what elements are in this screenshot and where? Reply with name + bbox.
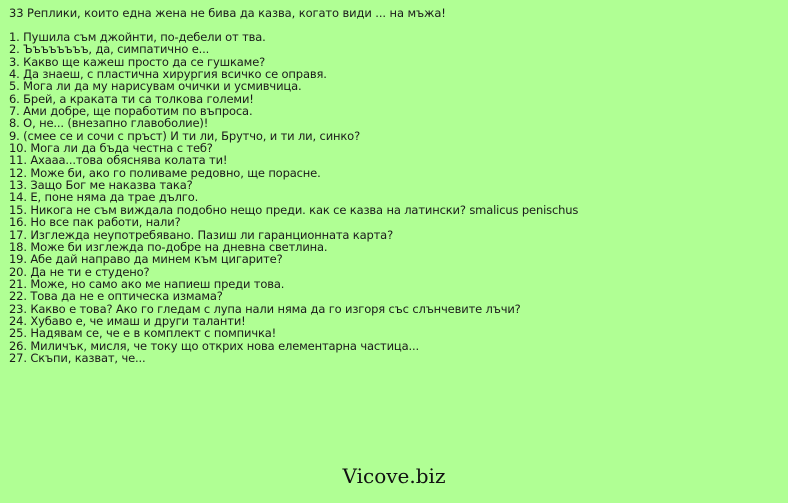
list-item: 1. Пушила съм джойнти, по-дебели от тва. bbox=[9, 30, 266, 44]
list-item: 27. Скъпи, казват, че... bbox=[9, 350, 146, 365]
list-item: 25. Надявам се, че е в комплект с помпичка! bbox=[9, 326, 277, 341]
list-item: 16. Но все пак работи, нали? bbox=[9, 215, 181, 230]
list-item: 17. Изглежда неупотребявано. Пазиш ли гаранционната карта? bbox=[9, 227, 394, 242]
list-item: 10. Мога ли да бъда честна с теб? bbox=[9, 141, 213, 156]
site-watermark: Vicove.biz bbox=[342, 464, 446, 488]
list-item: 9. (смее се и сочи с пръст) И ти ли, Брутчо, и ти ли, синко? bbox=[9, 128, 361, 143]
list-item: 14. Е, поне няма да трае дълго. bbox=[9, 190, 199, 205]
list-item: 7. Ами добре, ще поработим по въпроса. bbox=[9, 104, 253, 119]
list-item: 12. Може би, ако го поливаме редовно, ще порасне. bbox=[9, 165, 321, 180]
list-item: 6. Брей, а краката ти са толкова големи! bbox=[9, 91, 254, 106]
list-item: 23. Какво е това? Ако го гледам с лупа нали няма да го изгоря със слънчевите лъчи? bbox=[9, 301, 521, 316]
list-item: 5. Мога ли да му нарисувам очички и усмивчица. bbox=[9, 79, 302, 94]
list-item: 11. Ахааа...това обяснява колата ти! bbox=[9, 153, 228, 168]
list-item: 15. Никога не съм виждала подобно нещо преди. как се казва на латински? smalicus penischus bbox=[9, 202, 579, 217]
list-item: 20. Да не ти е студено? bbox=[9, 264, 150, 279]
quote-list bbox=[9, 31, 578, 364]
list-item: 22. Това да не е оптическа измама? bbox=[9, 289, 223, 304]
list-item: 18. Може би изглежда по-добре на дневна светлина. bbox=[9, 239, 328, 254]
list-item: 8. О, не... (внезапно главоболие)! bbox=[9, 116, 209, 131]
list-item: 19. Абе дай направо да минем към цигарите? bbox=[9, 252, 283, 267]
list-item: 2. Ъъъъъъъъ, да, симпатично е... bbox=[9, 42, 210, 57]
list-item: 4. Да знаеш, с пластична хирургия всичко се оправя. bbox=[9, 67, 327, 82]
page-title: 33 Реплики, които една жена не бива да казва, когато види ... на мъжа! bbox=[9, 6, 446, 20]
list-item: 24. Хубаво е, че имаш и други таланти! bbox=[9, 313, 246, 328]
list-item: 26. Миличък, мисля, че току що открих нова елементарна частица... bbox=[9, 338, 420, 353]
list-item: 21. Може, но само ако ме напиеш преди това. bbox=[9, 276, 285, 291]
list-item: 13. Защо Бог ме наказва така? bbox=[9, 178, 193, 193]
list-item: 3. Какво ще кажеш просто да се гушкаме? bbox=[9, 54, 266, 69]
